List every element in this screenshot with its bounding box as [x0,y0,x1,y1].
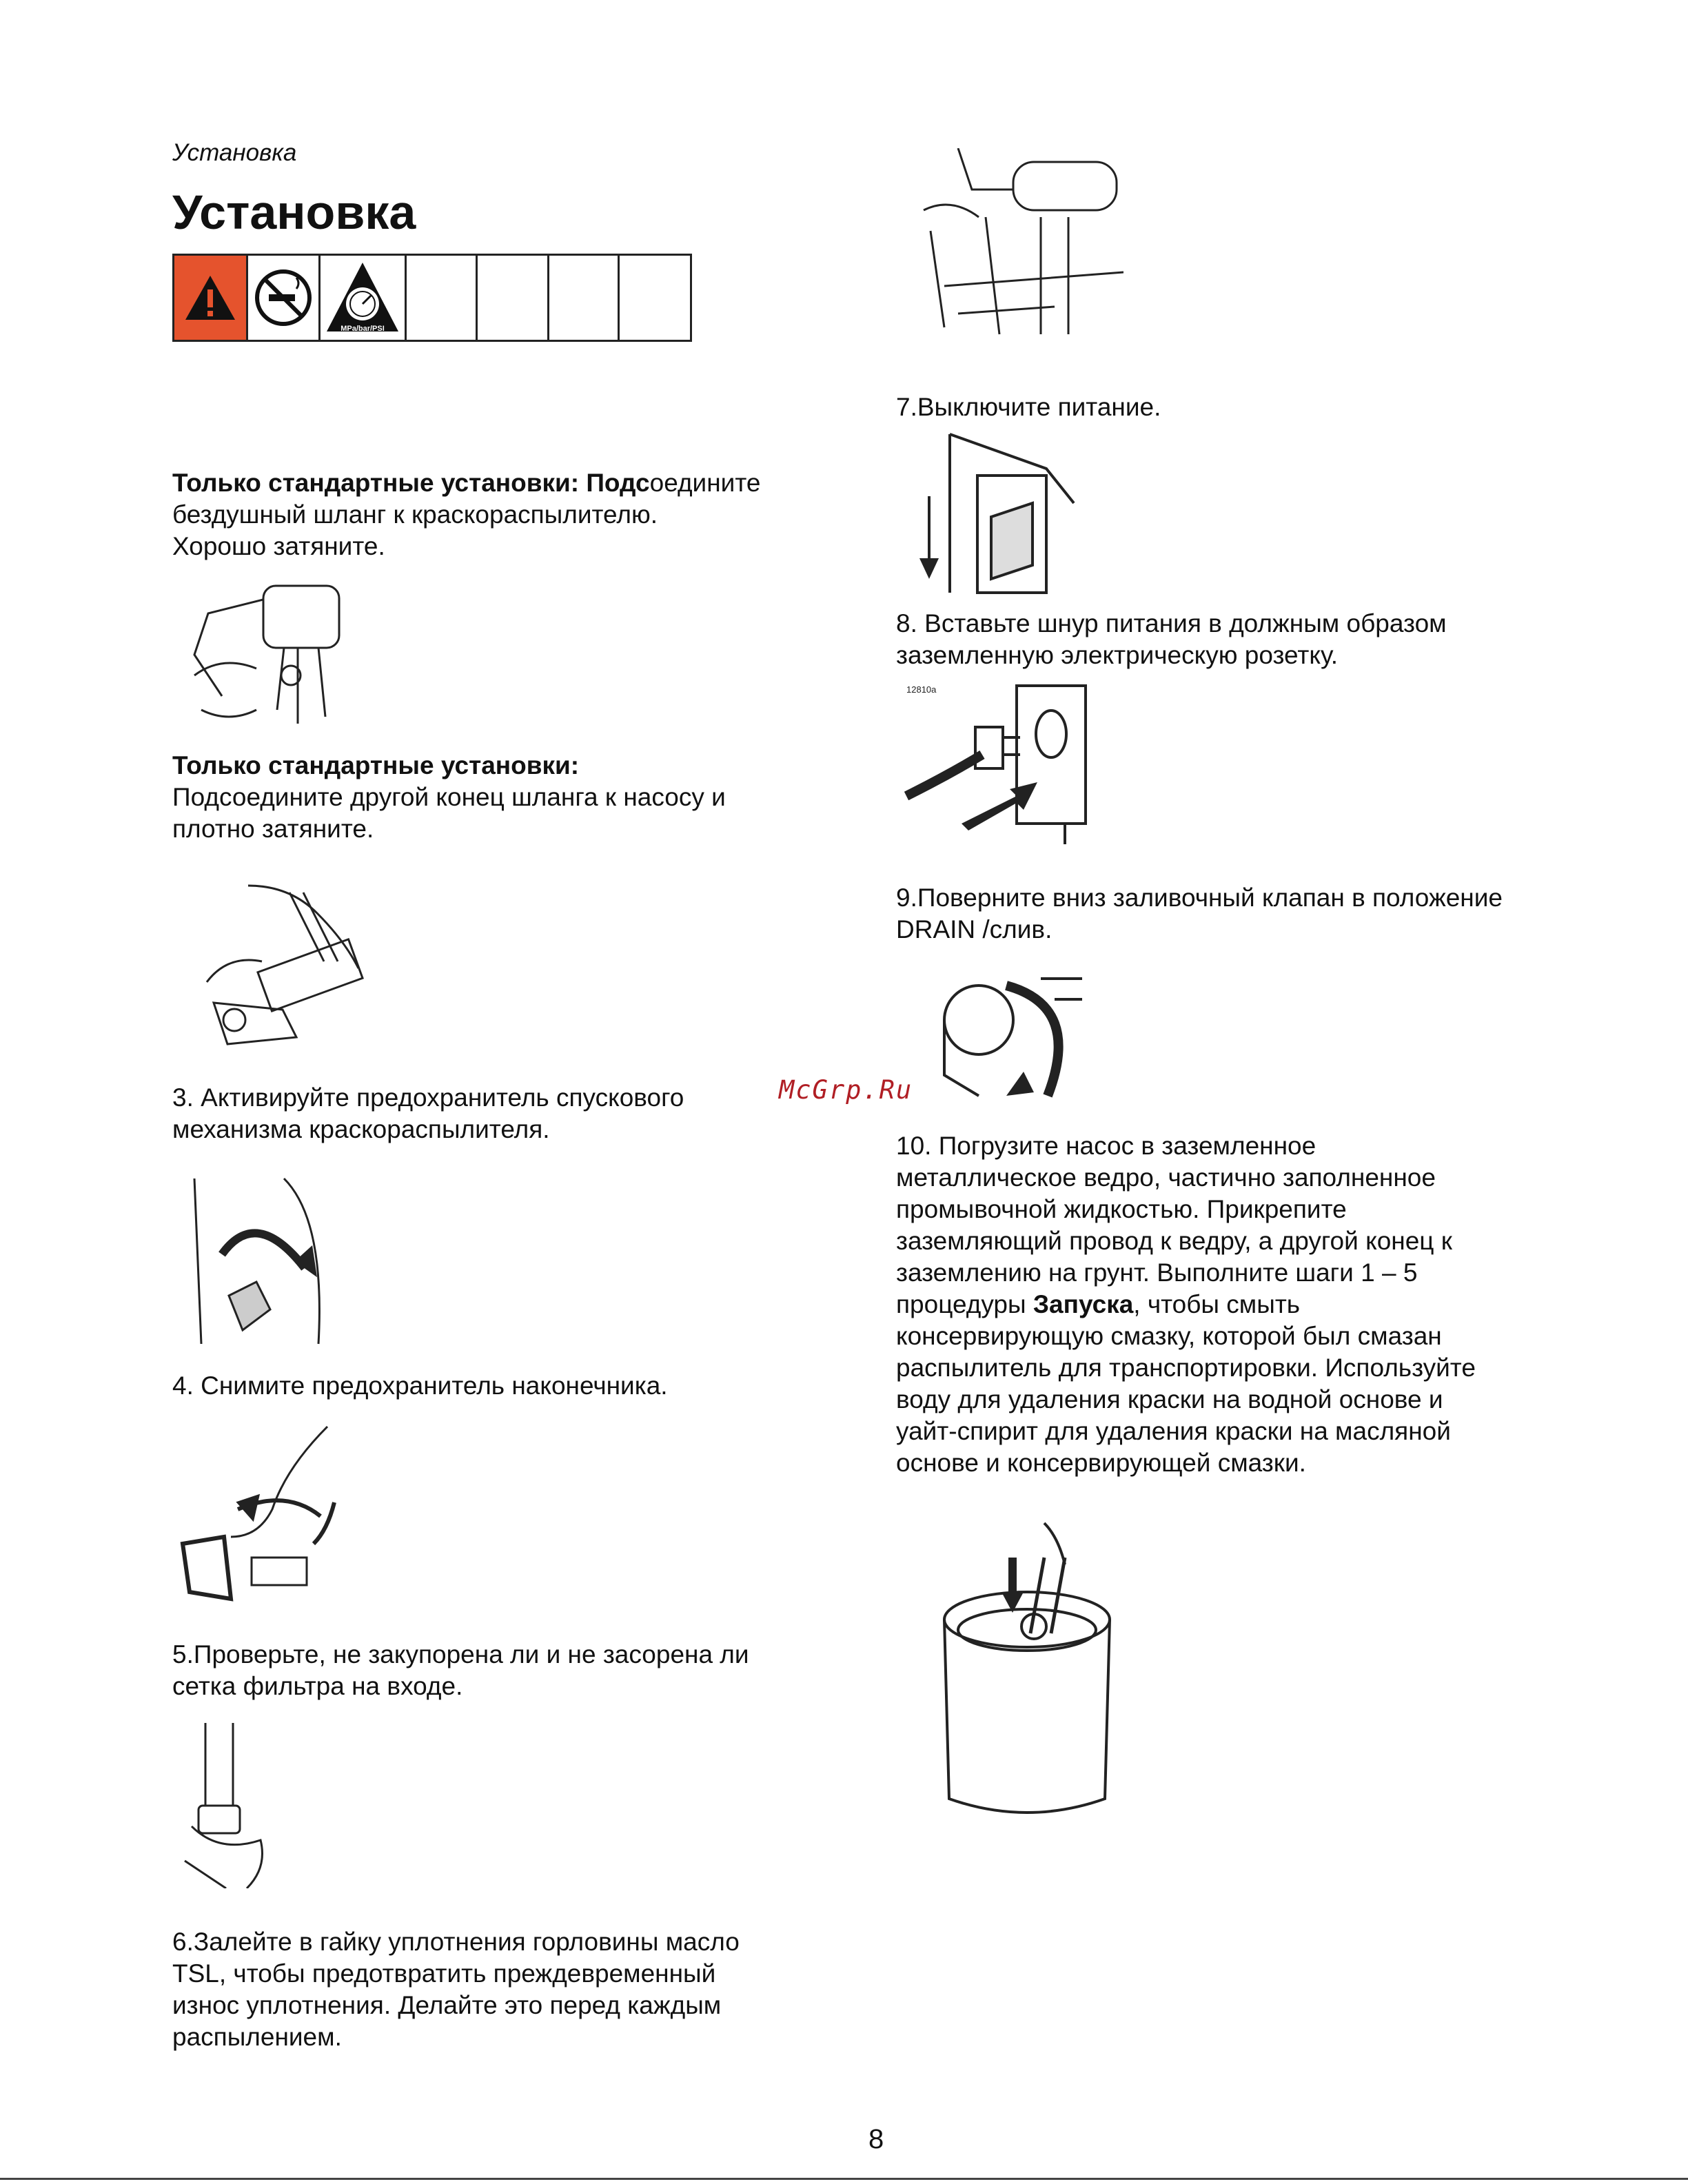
figure-code: 12810a [906,684,937,695]
figure-hose-to-pump [186,872,379,1065]
step-9-text: 9.Поверните вниз заливочный клапан в положение DRAIN /слив. [896,884,1503,943]
page-number: 8 [868,2124,884,2154]
step-6-text: 6.Залейте в гайку уплотнения горловины масло TSL, чтобы предотвратить преждевременный износ уплотнения. Делайте это перед каждым распылением. [172,1928,740,2051]
bottom-rule [0,2178,1688,2180]
figure-power-plug [899,679,1092,851]
figure-inlet-filter [178,1723,281,1888]
pressure-label: MPa/bar/PSI [340,325,385,333]
warning-empty-cell [478,256,549,340]
step-1-text: Только стандартные установки: Подсоедините бездушный шланг к краскораспылителю. Хорошо затяните. [172,469,761,560]
figure-trigger-lock [181,1172,360,1351]
pressure-gauge-icon [321,256,407,340]
startup-procedure-ref: Запуска [1033,1290,1134,1318]
figure-power-switch [908,427,1081,600]
figure-hose-to-gun [181,572,367,731]
figure-remove-tip-guard [176,1420,383,1626]
step-3-text: 3. Активируйте предохранитель спускового механизма краскораспылителя. [172,1083,684,1143]
figure-sprayer-top [917,148,1123,338]
step-2-text: Только стандартные установки: Подсоедините другой конец шланга к насосу и плотно затяните. [172,751,726,843]
step-10-text: 10. Погрузите насос в заземленное металлическое ведро, частично заполненное промывочной жидкостью. Прикрепите заземляющий провод к ведру, а другой конец к заземлению на грунт. Выполните шаги 1 – 5 процедуры Запуска, чтобы смыть консервирующую смазку, которой был смазан распылитель для транспортировки. Используйте воду для удаления краски на водной основе и уайт-спирит для удаления краски на масляной основе и консервирующей смазки. [896,1132,1476,1477]
running-header: Установка [172,139,297,166]
step-8-text: 8. Вставьте шнур питания в должным образом заземленную электрическую розетку. [896,609,1447,669]
warning-empty-cell [407,256,478,340]
figure-grounded-bucket [941,1516,1113,1819]
step-5-text: 5.Проверьте, не закупорена ли и не засорена ли сетка фильтра на входе. [172,1640,749,1700]
warning-symbols-strip [172,254,692,342]
step-7-text: 7.Выключите питание. [896,393,1161,421]
warning-triangle-icon [174,256,248,340]
step-1-bold: Только стандартные установки: Подс [172,469,650,497]
page-title: Установка [172,185,416,239]
warning-empty-cell [549,256,620,340]
watermark: McGrp.Ru [779,1075,913,1105]
step-4-text: 4. Снимите предохранитель наконечника. [172,1371,668,1400]
no-smoking-icon [248,256,321,340]
warning-empty-cell [620,256,690,340]
figure-drain-valve [931,972,1089,1110]
